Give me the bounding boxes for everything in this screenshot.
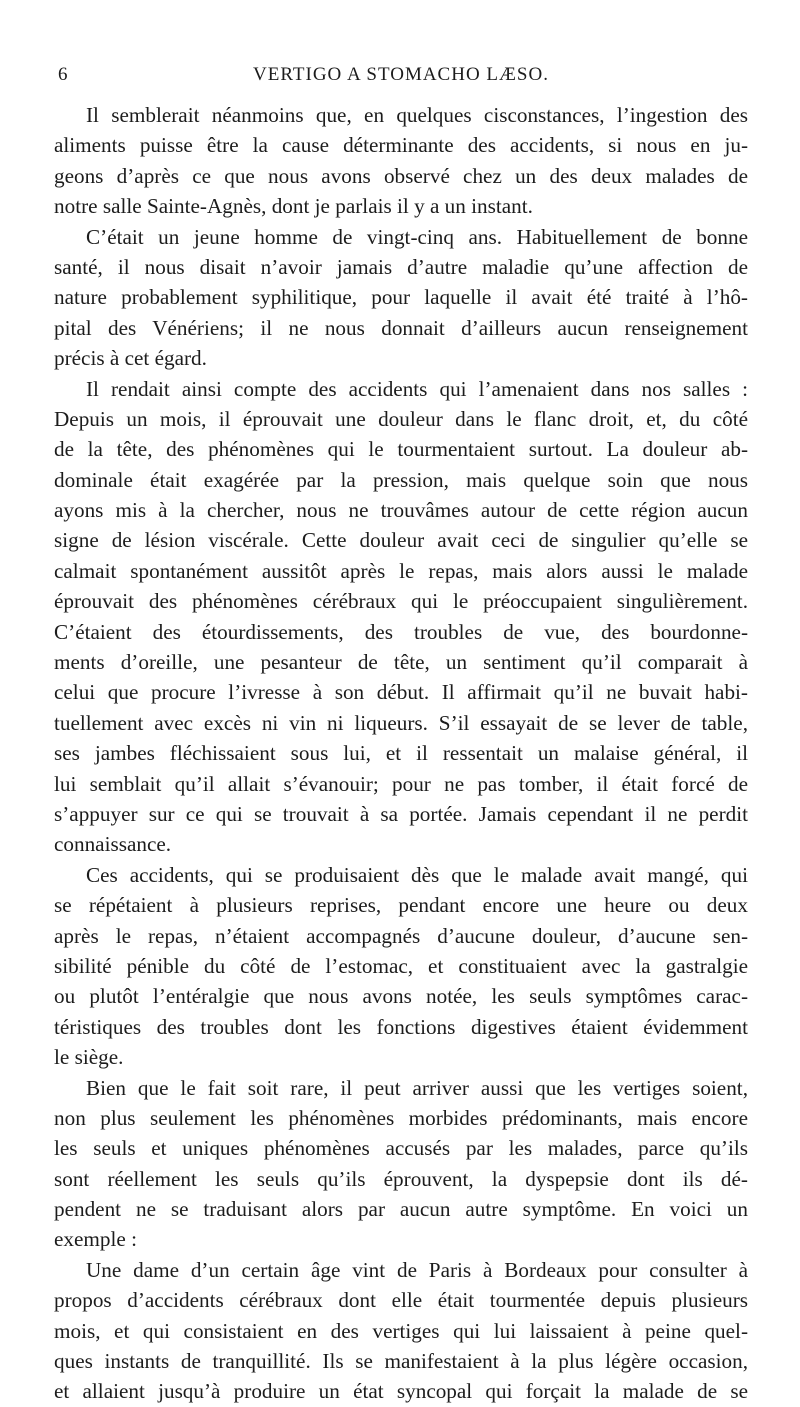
text-line: tuellement avec excès ni vin ni liqueurs. S’il essayait de se lever de table, [54, 710, 748, 735]
text-line: et allaient jusqu’à produire un état syncopal qui forçait la malade de se [54, 1379, 748, 1404]
text-line: Depuis un mois, il éprouvait une douleur dans le flanc droit, et, du côté [54, 406, 748, 431]
text-line: nature probablement syphilitique, pour laquelle il avait été traité à l’hô- [54, 285, 748, 310]
text-line: les seuls et uniques phénomènes accusés par les malades, parce qu’ils [54, 1136, 748, 1161]
text-line: s’appuyer sur ce qui se trouvait à sa portée. Jamais cependant il ne perdit [54, 801, 748, 826]
running-title: VERTIGO A STOMACHO LÆSO. [253, 64, 549, 85]
text-line: non plus seulement les phénomènes morbides prédominants, mais encore [54, 1105, 748, 1130]
text-line: signe de lésion viscérale. Cette douleur avait ceci de singulier qu’elle se [54, 528, 748, 553]
text-line: notre salle Sainte-Agnès, dont je parlais il y a un instant. [54, 194, 533, 219]
text-line: calmait spontanément aussitôt après le repas, mais alors aussi le malade [54, 558, 748, 583]
text-line: téristiques des troubles dont les fonctions digestives étaient évidemment [54, 1014, 748, 1039]
text-line: de la tête, des phénomènes qui le tourmentaient surtout. La douleur ab- [54, 437, 748, 462]
text-line: ou plutôt l’entéralgie que nous avons notée, les seuls symptômes carac- [54, 984, 748, 1009]
text-line: ques instants de tranquillité. Ils se manifestaient à la plus légère occasion, [54, 1349, 748, 1374]
text-line: ayons mis à la chercher, nous ne trouvâmes autour de cette région aucun [54, 498, 748, 523]
text-line: pital des Vénériens; il ne nous donnait d’ailleurs aucun renseignement [54, 315, 748, 340]
text-line: connaissance. [54, 832, 172, 857]
body-text [54, 100, 748, 1407]
text-line: Il semblerait néanmoins que, en quelques cisconstances, l’ingestion des [86, 103, 748, 127]
text-line: éprouvait des phénomènes cérébraux qui le préoccupaient singulièrement. [54, 589, 748, 614]
text-line: propos d’accidents cérébraux dont elle était tourmentée depuis plusieurs [54, 1288, 748, 1313]
running-head [54, 58, 748, 98]
text-line: Bien que le fait soit rare, il peut arriver aussi que les vertiges soient, [86, 1075, 748, 1100]
text-line: sibilité pénible du côté de l’estomac, et constituaient avec la gastralgie [54, 953, 748, 978]
text-line: sont réellement les seuls qu’ils éprouvent, la dyspepsie dont ils dé- [54, 1166, 748, 1191]
text-line: après le repas, n’étaient accompagnés d’aucune douleur, d’aucune sen- [54, 923, 748, 948]
text-line: ses jambes fléchissaient sous lui, et il ressentait un malaise général, il [54, 741, 748, 766]
text-line: ments d’oreille, une pesanteur de tête, un sentiment qu’il comparait à [54, 650, 748, 675]
text-line: précis à cet égard. [54, 346, 207, 371]
text-line: dominale était exagérée par la pression, mais quelque soin que nous [54, 467, 748, 492]
text-line: Il rendait ainsi compte des accidents qui l’amenaient dans nos salles : [86, 376, 748, 401]
text-line: C’étaient des étourdissements, des troubles de vue, des bourdonne- [54, 619, 748, 644]
text-line: pendent ne se traduisant alors par aucun autre symptôme. En voici un [54, 1197, 748, 1222]
text-line: lui semblait qu’il allait s’évanouir; pour ne pas tomber, il était forcé de [54, 771, 748, 796]
text-line: le siège. [54, 1045, 124, 1070]
text-line: Ces accidents, qui se produisaient dès que le malade avait mangé, qui [86, 862, 748, 887]
text-line: se répétaient à plusieurs reprises, pendant encore une heure ou deux [54, 893, 748, 918]
text-line: exemple : [54, 1227, 137, 1252]
text-line: santé, il nous disait n’avoir jamais d’autre maladie qu’une affection de [54, 254, 748, 279]
text-line: Une dame d’un certain âge vint de Paris à Bordeaux pour consulter à [86, 1257, 748, 1282]
text-line: celui que procure l’ivresse à son début. Il affirmait qu’il ne buvait habi- [54, 680, 748, 705]
page-number: 6 [58, 64, 68, 85]
text-line: aliments puisse être la cause déterminante des accidents, si nous en ju- [54, 133, 748, 158]
text-line: mois, et qui consistaient en des vertiges qui lui laissaient à peine quel- [54, 1318, 748, 1343]
text-line: C’était un jeune homme de vingt-cinq ans. Habituellement de bonne [86, 224, 748, 249]
text-line: geons d’après ce que nous avons observé chez un des deux malades de [54, 163, 748, 188]
